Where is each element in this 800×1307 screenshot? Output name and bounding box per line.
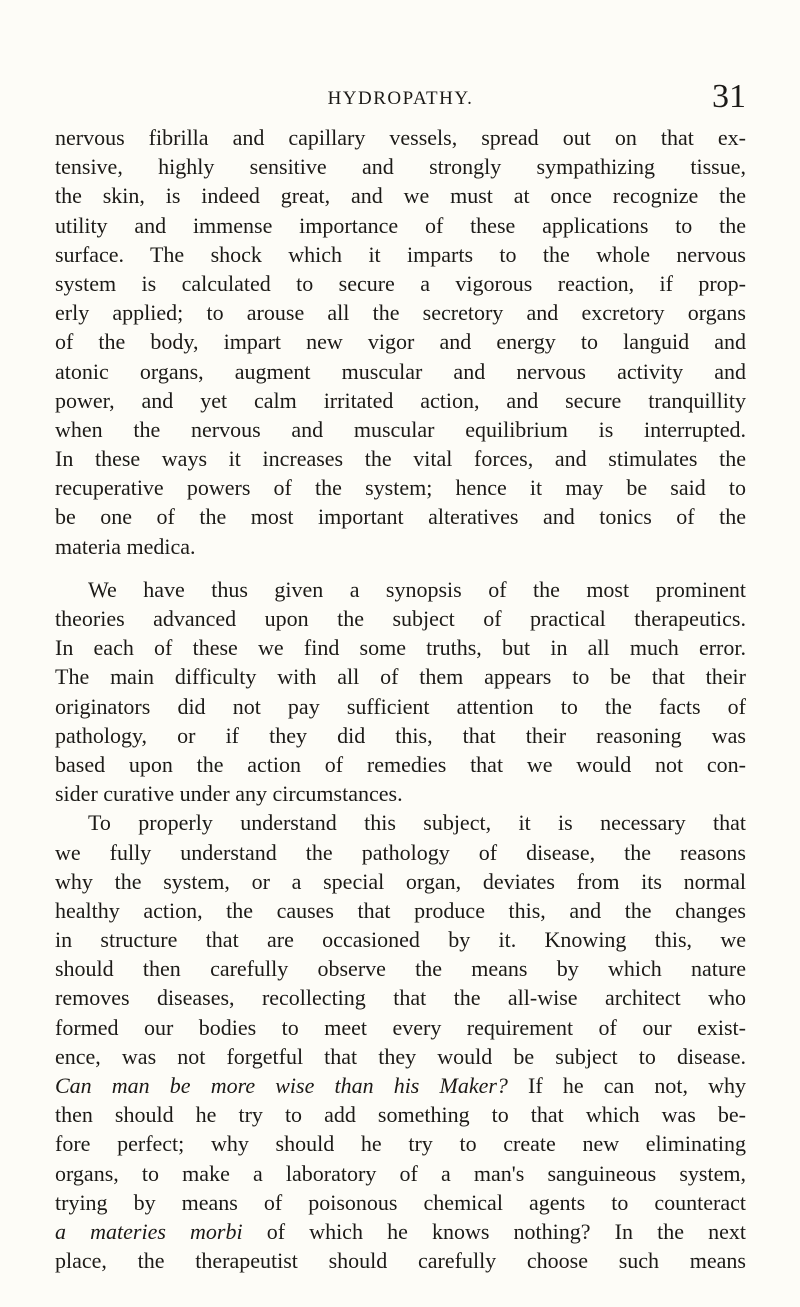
- text-line-italic-question: [55, 1071, 746, 1100]
- text-line: atonic organs, augment muscular and nervous activity and: [55, 358, 746, 384]
- text-line: nervous fibrilla and capillary vessels, spread out on that ex-: [55, 125, 746, 150]
- paragraph-gap: [55, 561, 746, 575]
- text-line: healthy action, the causes that produce this, and the changes: [55, 897, 746, 923]
- text-line: system is calculated to secure a vigorous reaction, if prop-: [55, 270, 746, 296]
- text-line: in structure that are occasioned by it. Knowing this, we: [55, 927, 746, 953]
- text-line: ence, was not forgetful that they would be subject to disease.: [55, 1043, 746, 1069]
- paragraph-1: [55, 123, 746, 561]
- text-run: If he can not, why: [507, 1073, 746, 1098]
- text-line: pathology, or if they did this, that their reasoning was: [55, 722, 746, 748]
- text-line: should then carefully observe the means by which nature: [55, 956, 746, 982]
- page-number: 31: [712, 78, 746, 115]
- italic-question: Can man be more wise than his Maker?: [55, 1073, 508, 1098]
- running-head: [55, 80, 746, 120]
- text-line: trying by means of poisonous chemical agents to counteract: [55, 1189, 746, 1215]
- text-line-italic-phrase: [55, 1217, 746, 1246]
- text-line: we fully understand the pathology of disease, the reasons: [55, 839, 746, 865]
- text-line: surface. The shock which it imparts to the whole nervous: [55, 241, 746, 267]
- text-line: To properly understand this subject, it is necessary that: [88, 810, 746, 836]
- text-line: materia medica.: [55, 533, 196, 559]
- text-line: the skin, is indeed great, and we must at once recognize the: [55, 183, 746, 209]
- text-line: organs, to make a laboratory of a man's sanguineous system,: [55, 1160, 746, 1186]
- text-line: recuperative powers of the system; hence it may be said to: [55, 475, 746, 501]
- body-text: [55, 123, 746, 1275]
- text-line: of the body, impart new vigor and energy to languid and: [55, 329, 746, 355]
- text-line: originators did not pay sufficient attention to the facts of: [55, 693, 746, 719]
- text-line: fore perfect; why should he try to create new eliminating: [55, 1131, 746, 1157]
- text-line: when the nervous and muscular equilibrium is interrupted.: [55, 416, 746, 442]
- text-line: erly applied; to arouse all the secretory and excretory organs: [55, 300, 746, 326]
- text-line: tensive, highly sensitive and strongly sympathizing tissue,: [55, 154, 746, 180]
- text-line: utility and immense importance of these applications to the: [55, 212, 746, 238]
- text-line: then should he try to add something to that which was be-: [55, 1102, 746, 1128]
- paragraph-3: [55, 808, 746, 1275]
- text-line: power, and yet calm irritated action, and secure tranquillity: [55, 387, 746, 413]
- text-line: theories advanced upon the subject of practical therapeutics.: [55, 606, 746, 631]
- text-line: In these ways it increases the vital forces, and stimulates the: [55, 446, 746, 472]
- italic-phrase: a materies morbi: [55, 1218, 243, 1244]
- text-line: In each of these we find some truths, but in all much error.: [55, 635, 746, 661]
- text-line: place, the therapeutist should carefully choose such means: [55, 1248, 746, 1274]
- text-line: based upon the action of remedies that we would not con-: [55, 751, 746, 777]
- running-title: HYDROPATHY.: [327, 88, 474, 109]
- text-line: We have thus given a synopsis of the most prominent: [88, 576, 746, 602]
- text-line: The main difficulty with all of them appears to be that their: [55, 664, 746, 690]
- text-line: formed our bodies to meet every requirement of our exist-: [55, 1014, 746, 1040]
- text-line: why the system, or a special organ, deviates from its normal: [55, 868, 746, 894]
- paragraph-2: [55, 575, 746, 809]
- text-run: of which he knows nothing? In the next: [242, 1218, 747, 1244]
- text-line: sider curative under any circumstances.: [55, 781, 403, 807]
- text-line: removes diseases, recollecting that the all-wise architect who: [55, 985, 746, 1011]
- text-line: be one of the most important alteratives and tonics of the: [55, 504, 746, 530]
